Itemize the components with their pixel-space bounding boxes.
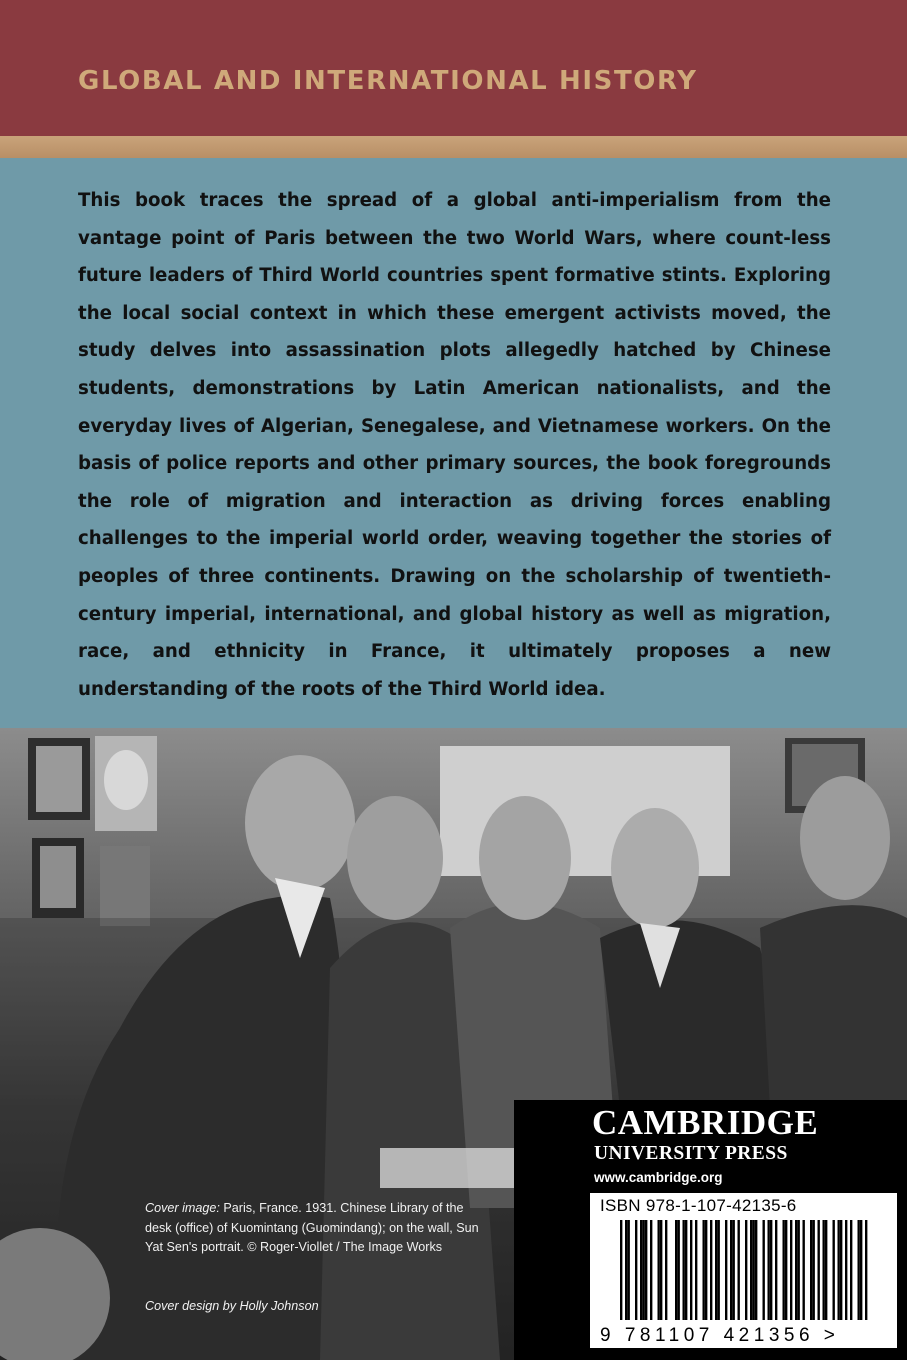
gold-divider [0,136,907,158]
barcode-bar [775,1220,777,1320]
barcode-bar [643,1220,645,1320]
barcode-bar [840,1220,842,1320]
papers-on-desk [380,1148,520,1188]
barcode-bar [675,1220,677,1320]
barcode-bar [753,1220,755,1320]
barcode-bar [665,1220,667,1320]
barcode-bar [833,1220,835,1320]
barcode-bar [755,1220,757,1320]
barcode-bar [658,1220,660,1320]
barcode-bar [705,1220,707,1320]
series-title: GLOBAL AND INTERNATIONAL HISTORY [78,66,698,96]
isbn-label: ISBN 978-1-107-42135-6 [600,1196,797,1215]
figure-1-head [245,755,355,891]
barcode-bar [660,1220,662,1320]
barcode-bar [718,1220,720,1320]
barcode-bar [785,1220,787,1320]
barcode-bar [725,1220,727,1320]
barcode-bar [783,1220,785,1320]
figure-4-head [611,808,699,928]
barcode-bar [795,1220,797,1320]
publisher-name: CAMBRIDGE [592,1103,819,1142]
barcode-bar [730,1220,732,1320]
barcode-bar [750,1220,752,1320]
barcode-bar [838,1220,840,1320]
barcode-bar [703,1220,705,1320]
barcode-bar [645,1220,647,1320]
barcode-bar [825,1220,827,1320]
cover-design-credit: Cover design by Holly Johnson [145,1299,319,1313]
barcode-bar [745,1220,747,1320]
figure-5-body [760,905,907,1108]
figure-5-head [800,776,890,900]
barcode-bar [738,1220,740,1320]
caption-text: Paris, France. 1931. Chinese Library of the desk (office) of Kuomintang (Guomindang); on the wall, Sun Yat Sen's portrait. © Roger-Viollet / The Image Works [145,1201,479,1254]
figure-2-head [347,796,443,920]
barcode-bar [860,1220,862,1320]
barcode-bar [635,1220,637,1320]
publisher-subname: UNIVERSITY PRESS [594,1143,788,1164]
barcode-bar [715,1220,717,1320]
barcode-bar [628,1220,630,1320]
barcode-bar [850,1220,852,1320]
barcode-bar [865,1220,867,1320]
barcode-bar [823,1220,825,1320]
barcode-bar [763,1220,765,1320]
barcode-bar [650,1220,652,1320]
barcode-bar [768,1220,770,1320]
barcode-bars [600,1220,890,1324]
book-description: This book traces the spread of a global anti-imperialism from the vantage point of Paris between the two World Wars, where count-less future leaders of Third World countries spent formative stints. Exploring the local social context in which these emergent activists moved, the study delves into assassination plots allegedly hatched by Chinese students, demonstrations by Latin American nationalists, and the everyday lives of Algerian, Senegalese, and Vietnamese workers. On the basis of police reports and other primary sources, the book foregrounds the role of migration and interaction as driving forces enabling challenges to the imperial world order, weaving together the stories of peoples of three continents. Drawing on the scholarship of twentieth-century imperial, international, and global history as well as migration, race, and ethnicity in France, it ultimately proposes a new understanding of the roots of the Third World idea. [78,190,831,700]
publisher-url: www.cambridge.org [594,1170,723,1185]
barcode-bar [683,1220,685,1320]
barcode-bar [678,1220,680,1320]
cover-image-caption [145,1199,490,1258]
barcode-bar [620,1220,622,1320]
barcode-bar [845,1220,847,1320]
barcode-bar [818,1220,820,1320]
barcode-bar [803,1220,805,1320]
figure-3-head [479,796,571,920]
barcode-bar [685,1220,687,1320]
caption-lead: Cover image: [145,1201,220,1215]
barcode-bar [770,1220,772,1320]
barcode-bar [798,1220,800,1320]
barcode-bar [810,1220,812,1320]
barcode-bar [813,1220,815,1320]
barcode-bar [695,1220,697,1320]
barcode-bar [690,1220,692,1320]
barcode-bar [625,1220,627,1320]
barcode-bar [790,1220,792,1320]
barcode-bar [710,1220,712,1320]
barcode-bar [640,1220,642,1320]
barcode-bar [858,1220,860,1320]
barcode-digits: 9 781107 421356 > [600,1325,840,1346]
barcode-bar [733,1220,735,1320]
